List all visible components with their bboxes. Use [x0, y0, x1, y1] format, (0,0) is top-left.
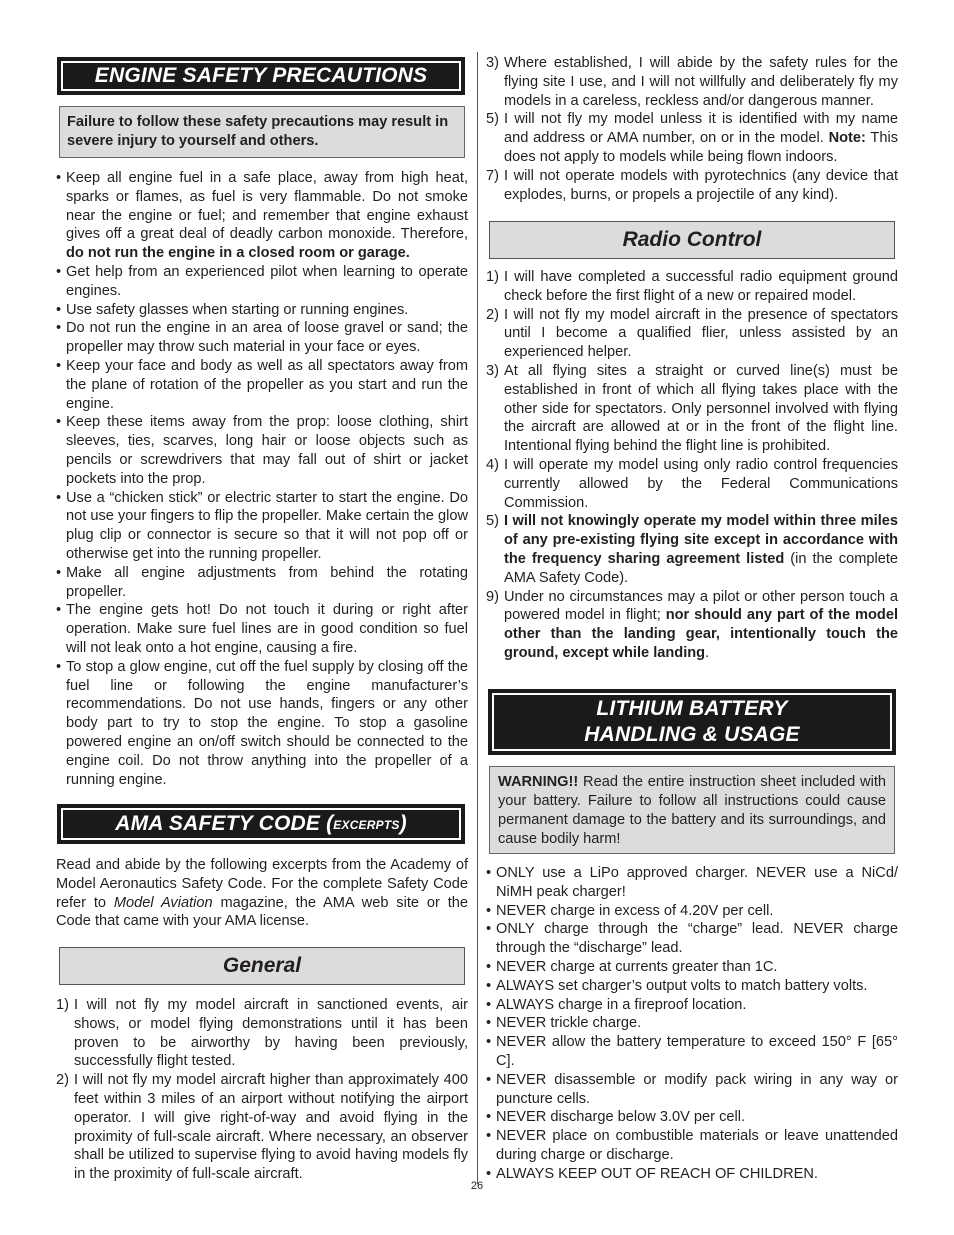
item-number: 4) — [486, 456, 499, 473]
list-item — [486, 512, 898, 587]
list-item — [56, 996, 468, 1071]
bullet-bold-text: do not run the engine in a closed room or garage. — [66, 245, 410, 262]
item-number: 9) — [486, 588, 499, 605]
lithium-title-line2: HANDLING & USAGE — [584, 723, 800, 746]
list-item: • NEVER place on combustible materials or leave unattended during charge or discharge. — [486, 1127, 898, 1165]
item-text: Where established, I will abide by the safety rules for the flying site I use, and I will not willfully and deliberately fly my models in a careless, reckless and/or dangerous manner. — [504, 55, 898, 109]
list-item: • NEVER trickle charge. — [486, 1014, 898, 1033]
engine-bullets — [56, 169, 468, 789]
list-item — [486, 456, 898, 512]
bullet-text: Do not run the engine in an area of loose gravel or sand; the propeller may throw such material in your face or eyes. — [66, 320, 468, 356]
list-item: • NEVER disassemble or modify pack wiring in any way or puncture cells. — [486, 1071, 898, 1109]
item-number: 2) — [486, 306, 499, 323]
item-number: 1) — [56, 997, 69, 1013]
item-text: I will not fly my model aircraft in sanctioned events, air shows, or model flying demonstrations until it has been proven to be airworthy by having been previously, successfully flight tested. — [74, 997, 468, 1070]
item-body — [504, 362, 898, 456]
lithium-warning-text: Read the entire instruction sheet included with your battery. Failure to follow all instructions could cause permanent damage to the battery and its surroundings, and cause bodily harm! — [498, 774, 886, 847]
item-text: I will not fly my model aircraft in the presence of spectators until I become a qualified flier, unless assisted by an experienced helper. — [504, 306, 898, 361]
item-number: 3) — [486, 55, 499, 71]
engine-safety-heading — [57, 57, 465, 95]
list-item — [486, 362, 898, 456]
list-item: • ONLY charge through the “charge” lead. NEVER charge through the “discharge” lead. — [486, 920, 898, 958]
item-text: I will not operate models with pyrotechnics (any device that explodes, burns, or propels a projectile of any kind). — [504, 167, 898, 203]
item-text: I will not fly my model unless it is identified with my name and address or AMA number, on or in the model. — [504, 111, 898, 147]
ama-title: AMA SAFETY CODE ( — [115, 812, 334, 835]
item-body — [74, 1071, 468, 1184]
ama-title-close: ) — [399, 812, 407, 835]
bullet-text: Keep your face and body as well as all spectators away from the plane of rotation of the propeller as you start and run the engine. — [66, 357, 468, 412]
item-bold-text: I will not knowingly operate my model within three miles of any pre-existing flying site except in accordance with the frequency sharing agreement listed — [504, 513, 898, 567]
lithium-heading — [488, 689, 896, 755]
radio-title: Radio Control — [622, 228, 762, 251]
item-text-end: . — [705, 644, 710, 661]
list-item — [56, 301, 468, 320]
list-item — [56, 169, 468, 263]
list-item — [56, 1071, 468, 1184]
list-item: • ONLY use a LiPo approved charger. NEVER use a NiCd/ NiMH peak charger! — [486, 864, 898, 902]
radio-control-heading — [489, 221, 895, 259]
list-item: • ALWAYS charge in a fireproof location. — [486, 996, 898, 1015]
bullet-text: The engine gets hot! Do not touch it during or right after operation. Make sure fuel lines are in good condition so fuel will not leak onto a hot engine, causing a fire. — [66, 602, 468, 656]
list-item — [486, 268, 898, 306]
ama-safety-heading — [57, 804, 465, 844]
bullet-text: Keep these items away from the prop: loose clothing, shirt sleeves, ties, scarves, long hair or loose objects such as pencils or screwdrivers that may fall out of shirt or jacket pockets into the prop. — [66, 414, 468, 487]
bullet-text: Get help from an experienced pilot when learning to operate engines. — [66, 263, 468, 299]
list-item: • NEVER charge at currents greater than 1C. — [486, 958, 898, 977]
list-item — [486, 588, 898, 663]
column-divider — [477, 52, 478, 1184]
item-text: Under no circumstances may a pilot or other person touch a powered model in flight; — [504, 588, 898, 624]
list-item — [56, 357, 468, 413]
general-heading — [59, 947, 465, 985]
list-item — [56, 319, 468, 357]
bullet-text: Keep all engine fuel in a safe place, away from high heat, sparks or flames, as fuel is very flammable. Do not smoke near the engine or fuel; and remember that engine exhaust gives off a great deal of deadly carbon monoxide. Therefore, — [66, 170, 468, 243]
item-number: 1) — [486, 269, 499, 285]
item-text-end: This does not apply to models while being flown indoors. — [504, 130, 898, 165]
ama-intro-magazine: Model Aviation — [113, 894, 213, 911]
list-item — [56, 601, 468, 657]
radio-list — [486, 268, 898, 663]
lithium-title-line1: LITHIUM BATTERY — [596, 697, 788, 720]
item-text-end: (in the complete AMA Safety Code). — [504, 550, 898, 586]
list-item: • ALWAYS set charger’s output volts to match battery volts. — [486, 977, 898, 996]
item-body — [504, 110, 898, 166]
bullet-text: Use safety glasses when starting or running engines. — [66, 301, 409, 318]
item-body — [504, 306, 898, 362]
item-text: I will have completed a successful radio equipment ground check before the first flight of a new or repaired model. — [504, 269, 898, 304]
bullet-text: Use a “chicken stick” or electric starter to start the engine. Do not use your fingers to flip the propeller. Make certain the glow plug clip or connector is secure so that it will not pop off or otherwise get into the running propeller. — [66, 489, 468, 562]
list-item — [486, 306, 898, 362]
item-text: I will not fly my model aircraft higher than approximately 400 feet within 3 miles of an airport without notifying the airport operator. I will give right-of-way and avoid flying in the proximity of full-scale aircraft. Where necessary, an observer shall be utilized to supervise flying to avoid having models fly in the proximity of full-scale aircraft. — [74, 1072, 468, 1183]
list-item — [56, 489, 468, 564]
item-number: 5) — [486, 513, 499, 530]
item-body — [74, 996, 468, 1071]
list-item — [56, 564, 468, 602]
item-body — [504, 512, 898, 587]
ama-title-excerpts: excerpts — [333, 814, 400, 833]
lithium-bullets — [486, 864, 898, 1184]
list-item: • NEVER discharge below 3.0V per cell. — [486, 1108, 898, 1127]
list-item: • ALWAYS KEEP OUT OF REACH OF CHILDREN. — [486, 1165, 898, 1184]
list-item — [486, 54, 898, 110]
list-item — [56, 658, 468, 790]
item-bold-text: nor should any part of the model other than the landing gear, intentionally touch the ground, except while landing — [504, 607, 898, 661]
page-number: 26 — [470, 1180, 484, 1192]
engine-warning-text: Failure to follow these safety precautions may result in severe injury to yourself and others. — [67, 114, 449, 149]
lithium-warning-box — [489, 766, 895, 854]
item-text: I will operate my model using only radio control frequencies currently allowed by the Federal Communications Commission. — [504, 456, 898, 511]
item-number: 2) — [56, 1072, 69, 1089]
item-number: 7) — [486, 167, 499, 184]
item-body — [504, 54, 898, 110]
engine-warning-box — [59, 106, 465, 158]
ama-intro — [56, 856, 468, 931]
list-item — [486, 110, 898, 166]
engine-safety-title: ENGINE SAFETY PRECAUTIONS — [94, 64, 428, 87]
item-body — [504, 268, 898, 306]
general-list-right — [486, 54, 898, 204]
bullet-text: To stop a glow engine, cut off the fuel supply by closing off the fuel line or following the engine manufacturer’s recommendations. Do not use hands, fingers or any other body part to try to stop the engine. To stop a gasoline powered engine an on/off switch should be connected to the engine coil. Do not throw anything into the propeller of a running engine. — [66, 658, 468, 788]
general-list-left — [56, 996, 468, 1184]
lithium-warning-label: WARNING!! — [498, 774, 579, 790]
item-text: At all flying sites a straight or curved line(s) must be established in front of which all flying takes place with the other side for spectators. Only personnel involved with flying the aircraft are allowed at or in the front of the flight line. Intentional flying behind the flight line is prohibited. — [504, 362, 898, 455]
general-title: General — [222, 954, 302, 977]
list-item — [56, 263, 468, 301]
list-item: • NEVER allow the battery temperature to exceed 150° F [65° C]. — [486, 1033, 898, 1071]
item-bold-text: Note: — [828, 130, 866, 147]
item-body — [504, 456, 898, 512]
item-body — [504, 167, 898, 205]
list-item — [486, 167, 898, 205]
item-number: 5) — [486, 111, 499, 128]
ama-intro-text-end: magazine, the AMA web site or the Code that came with your AMA license. — [56, 894, 468, 930]
item-body — [504, 588, 898, 663]
ama-intro-text: Read and abide by the following excerpts from the Academy of Model Aeronautics Safety Code. For the complete Safety Code refer to — [56, 857, 468, 911]
item-number: 3) — [486, 362, 499, 379]
list-item — [56, 413, 468, 488]
bullet-text: Make all engine adjustments from behind the rotating propeller. — [66, 564, 468, 600]
list-item: • NEVER charge in excess of 4.20V per cell. — [486, 902, 898, 921]
